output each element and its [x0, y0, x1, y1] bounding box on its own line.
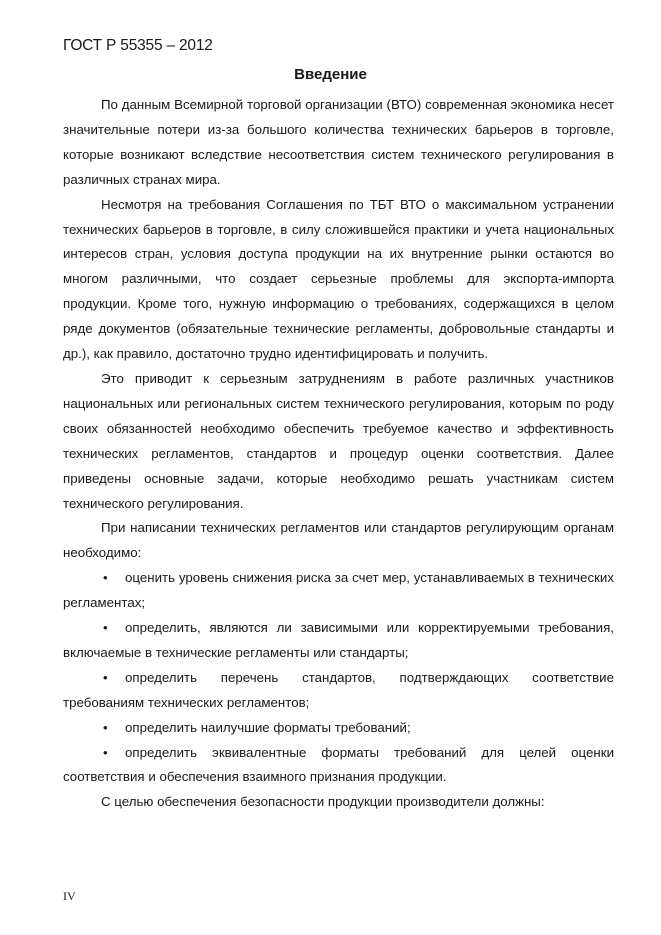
- bullet-icon: •: [103, 669, 108, 685]
- list-item-text: определить перечень стандартов, подтверждающих соответствие требованиям технических регламентов;: [63, 669, 614, 710]
- list-item-text: оценить уровень снижения риска за счет мер, устанавливаемых в технических регламентах;: [63, 570, 614, 611]
- list-item-text: определить, являются ли зависимыми или корректируемыми требования, включаемые в технические регламенты или стандарты;: [63, 620, 614, 660]
- bullet-icon: •: [103, 719, 108, 735]
- body-text: [63, 93, 614, 815]
- list-item: [63, 716, 614, 741]
- list-item: [63, 616, 614, 666]
- list-item: [63, 566, 614, 616]
- bullet-icon: •: [103, 744, 108, 760]
- list-item: [63, 741, 614, 791]
- section-title: Введение: [294, 66, 367, 83]
- bullet-icon: •: [103, 620, 108, 636]
- paragraph: При написании технических регламентов или стандартов регулирующим органам необходимо:: [63, 520, 614, 561]
- paragraph: Это приводит к серьезным затруднениям в работе различных участников национальных или региональных систем технического регулирования, которым по роду своих обязанностей необходимо обеспечить требуемое качество и эффективность технических регламентов, стандартов и процедур оценки соответствия. Далее приведены основные задачи, которые необходимо решать участникам систем технического регулирования.: [63, 370, 614, 511]
- bullet-icon: •: [103, 570, 108, 586]
- list-item-text: определить эквивалентные форматы требований для целей оценки соответствия и обеспечения взаимного признания продукции.: [63, 744, 614, 785]
- paragraph: По данным Всемирной торговой организации (ВТО) современная экономика несет значительные потери из-за большого количества технических барьеров в торговле, которые возникают вследствие несоответствия систем технического регулирования в различных странах мира.: [63, 97, 614, 187]
- paragraph: Несмотря на требования Соглашения по ТБТ ВТО о максимальном устранении технических барьеров в торговле, в силу сложившейся практики и учета национальных интересов стран, условия доступа продукции на их внутренние рынки остаются во многом различными, что создает серьезные проблемы для экспорта-импорта продукции. Кроме того, нужную информацию о требованиях, содержащихся в целом ряде документов (обязательные технические регламенты, добровольные стандарты и др.), как правило, достаточно трудно идентифицировать и получить.: [63, 196, 614, 362]
- paragraph: С целью обеспечения безопасности продукции производители должны:: [101, 794, 545, 810]
- document-code: ГОСТ Р 55355 – 2012: [63, 37, 213, 54]
- list-item-text: определить наилучшие форматы требований;: [125, 719, 411, 735]
- page-number: IV: [63, 889, 76, 903]
- list-item: [63, 666, 614, 716]
